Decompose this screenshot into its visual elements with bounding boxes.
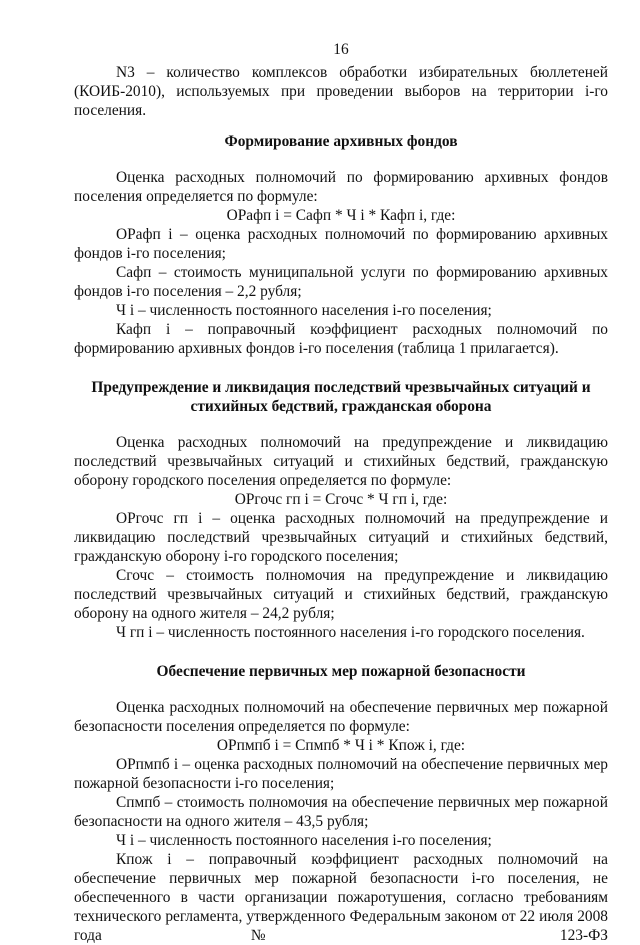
page-number: 16 [333, 41, 349, 58]
paragraph: Ч i – численность постоянного населения i-го поселения; [116, 302, 492, 319]
paragraph: Ч i – численность постоянного населения i-го поселения; [116, 832, 492, 849]
section-heading-emergencies [74, 378, 608, 416]
section-heading-fire-safety: Обеспечение первичных мер пожарной безопасности [156, 663, 526, 680]
page-content [74, 40, 608, 945]
paragraph: ОРпмпб i – оценка расходных полномочий на обеспечение первичных мер пожарной безопасности i-го поселения; [74, 756, 608, 792]
paragraph: Сафп – стоимость муниципальной услуги по формированию архивных фондов i-го поселения – 2,2 рубля; [74, 264, 608, 300]
paragraph: N3 – количество комплексов обработки избирательных бюллетеней (КОИБ-2010), используемых при проведении выборов на территории i-го поселения. [74, 64, 608, 119]
paragraph: Оценка расходных полномочий по формированию архивных фондов поселения определяется по формуле: [74, 169, 608, 205]
heading-line: стихийных бедствий, гражданская оборона [190, 398, 492, 415]
paragraph: ОРгочс гп i – оценка расходных полномочий на предупреждение и ликвидацию последствий чрезвычайных ситуаций и стихийных бедствий, гражданскую оборону i-го городского поселения; [74, 510, 608, 565]
formula: ОРафп i = Сафп * Ч i * Кафп i, где: [226, 207, 456, 224]
paragraph: Ч гп i – численность постоянного населения i-го городского поселения. [116, 624, 585, 641]
paragraph: Оценка расходных полномочий на предупреждение и ликвидацию последствий чрезвычайных ситуаций и стихийных бедствий, гражданскую оборону городского поселения определяется по формуле: [74, 434, 608, 489]
paragraph: ОРафп i – оценка расходных полномочий по формированию архивных фондов i-го поселения; [74, 226, 608, 262]
formula: ОРпмпб i = Спмпб * Ч i * Кпож i, где: [216, 737, 466, 754]
paragraph: Кпож i – поправочный коэффициент расходных полномочий на обеспечение первичных мер пожарной безопасности i-го поселения, не обеспеченного в части организации пожаротушения, согласно требованиям технического регламента, утвержденного Федеральным законом от 22 июля 2008 года № 123-ФЗ [74, 851, 608, 944]
paragraph: Оценка расходных полномочий на обеспечение первичных мер пожарной безопасности поселения определяется по формуле: [74, 699, 608, 735]
section-heading-archives: Формирование архивных фондов [224, 133, 458, 150]
formula: ОРгочс гп i = Сгочс * Ч гп i, где: [234, 491, 448, 508]
paragraph: Сгочс – стоимость полномочия на предупреждение и ликвидацию последствий чрезвычайных ситуаций и стихийных бедствий, гражданскую оборону на одного жителя – 24,2 рубля; [74, 567, 608, 622]
paragraph: Кафп i – поправочный коэффициент расходных полномочий по формированию архивных фондов i-го поселения (таблица 1 прилагается). [74, 321, 608, 357]
heading-line: Предупреждение и ликвидация последствий чрезвычайных ситуаций и [91, 379, 591, 396]
paragraph: Спмпб – стоимость полномочия на обеспечение первичных мер пожарной безопасности на одного жителя – 43,5 рубля; [74, 794, 608, 830]
